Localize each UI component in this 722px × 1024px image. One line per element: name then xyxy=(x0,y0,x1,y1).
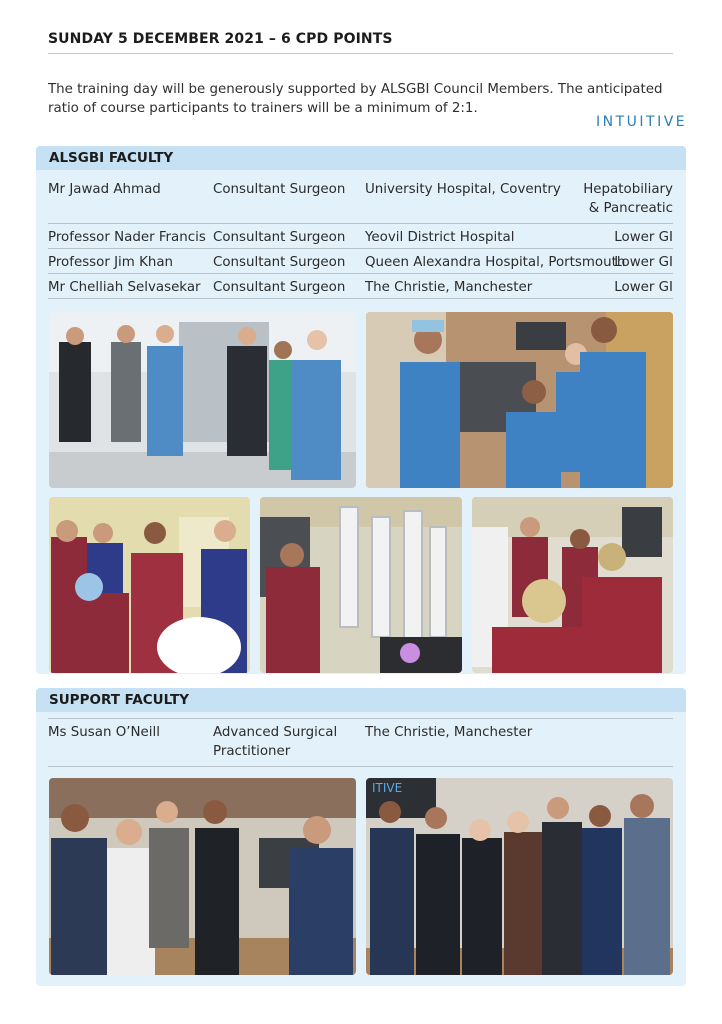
faculty-role-line1: Advanced Surgical xyxy=(213,725,338,740)
faculty-specialty: Lower GI xyxy=(614,280,673,295)
faculty-hospital: The Christie, Manchester xyxy=(365,725,533,740)
page-header: SUNDAY 5 DECEMBER 2021 – 6 CPD POINTS xyxy=(48,31,673,54)
faculty-specialty-line1: Hepatobiliary xyxy=(583,182,673,197)
photo-instruction-session xyxy=(49,497,250,673)
faculty-role: Consultant Surgeon xyxy=(213,255,346,270)
table-row xyxy=(48,176,673,224)
faculty-hospital: University Hospital, Coventry xyxy=(365,182,561,197)
support-faculty-title: SUPPORT FACULTY xyxy=(36,688,686,712)
support-faculty-table xyxy=(48,718,673,767)
alsgbi-faculty-title: ALSGBI FACULTY xyxy=(36,146,686,170)
photo-faculty-group xyxy=(49,312,356,488)
faculty-specialty xyxy=(583,180,673,218)
photo-robotic-arms xyxy=(260,497,462,673)
faculty-name: Professor Jim Khan xyxy=(48,255,174,270)
faculty-specialty: Lower GI xyxy=(614,255,673,270)
faculty-name: Mr Jawad Ahmad xyxy=(48,182,161,197)
photo-console-training xyxy=(366,312,673,488)
photo-bedside-training xyxy=(472,497,673,673)
intuitive-logo xyxy=(596,114,687,130)
faculty-hospital: Queen Alexandra Hospital, Portsmouth xyxy=(365,255,626,270)
faculty-role: Consultant Surgeon xyxy=(213,280,346,295)
faculty-name: Professor Nader Francis xyxy=(48,230,206,245)
intuitive-logo-text: INTUITIVE xyxy=(596,114,688,130)
faculty-hospital: Yeovil District Hospital xyxy=(365,230,515,245)
faculty-role xyxy=(213,723,337,761)
table-row xyxy=(48,224,673,249)
table-row xyxy=(48,274,673,299)
intro-paragraph: The training day will be generously supported by ALSGBI Council Members. The anticipated ratio of course participants to trainers will be a minimum of 2:1. xyxy=(48,82,663,116)
faculty-role-line2: Practitioner xyxy=(213,744,291,759)
table-row xyxy=(48,718,673,767)
faculty-specialty-line2: & Pancreatic xyxy=(588,201,673,216)
faculty-specialty: Lower GI xyxy=(614,230,673,245)
alsgbi-faculty-table xyxy=(48,176,673,299)
photo-exhibition-hall xyxy=(49,778,356,975)
faculty-name: Mr Chelliah Selvasekar xyxy=(48,280,201,295)
faculty-name: Ms Susan O’Neill xyxy=(48,725,160,740)
photo-team-group xyxy=(366,778,673,975)
faculty-role: Consultant Surgeon xyxy=(213,182,346,197)
faculty-role: Consultant Surgeon xyxy=(213,230,346,245)
faculty-hospital: The Christie, Manchester xyxy=(365,280,533,295)
table-row xyxy=(48,249,673,274)
banner-text: ITIVE xyxy=(372,781,403,795)
